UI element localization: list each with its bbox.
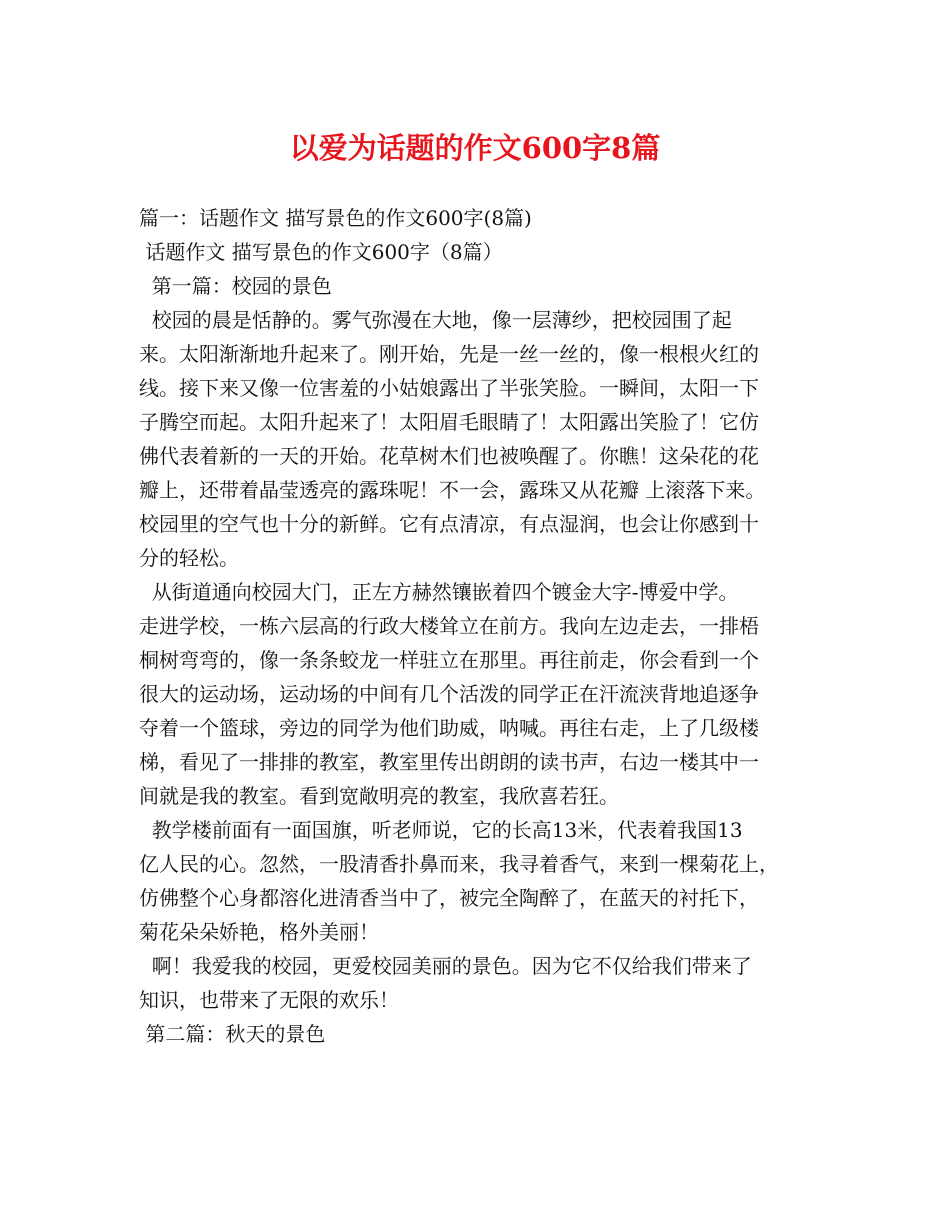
text-line: 很大的运动场，运动场的中间有几个活泼的同学正在汗流浃背地追逐争 (139, 682, 759, 706)
text-line: 亿人民的心。忽然，一股清香扑鼻而来，我寻着香气，来到一棵菊花上， (139, 852, 779, 876)
text-line: 话题作文 描写景色的作文600字（8篇） (139, 240, 503, 264)
text-line: 间就是我的教室。看到宽敞明亮的教室，我欣喜若狂。 (139, 784, 619, 808)
text-line: 菊花朵朵娇艳，格外美丽！ (139, 920, 379, 944)
text-line: 线。接下来又像一位害羞的小姑娘露出了半张笑脸。一瞬间，太阳一下 (139, 376, 759, 400)
text-line: 知识，也带来了无限的欢乐！ (139, 988, 399, 1012)
text-line: 瓣上，还带着晶莹透亮的露珠呢！不一会，露珠又从花瓣 上滚落下来。 (139, 478, 766, 502)
text-line: 佛代表着新的一天的开始。花草树木们也被唤醒了。你瞧！这朵花的花 (139, 444, 759, 468)
text-line: 校园的晨是恬静的。雾气弥漫在大地，像一层薄纱，把校园围了起 (139, 308, 732, 332)
text-line: 子腾空而起。太阳升起来了！太阳眉毛眼睛了！太阳露出笑脸了！它仿 (139, 410, 759, 434)
text-line: 仿佛整个心身都溶化进清香当中了，被完全陶醉了，在蓝天的衬托下， (139, 886, 759, 910)
text-line: 夺着一个篮球，旁边的同学为他们助威，呐喊。再往右走，上了几级楼 (139, 716, 759, 740)
document-title: 以爱为话题的作文600字8篇 (289, 131, 661, 165)
text-line: 教学楼前面有一面国旗，听老师说，它的长高13米，代表着我国13 (139, 818, 743, 842)
text-line: 啊！我爱我的校园，更爱校园美丽的景色。因为它不仅给我们带来了 (139, 954, 752, 978)
text-line: 桐树弯弯的，像一条条蛟龙一样驻立在那里。再往前走，你会看到一个 (139, 648, 759, 672)
text-line: 来。太阳渐渐地升起来了。刚开始，先是一丝一丝的，像一根根火红的 (139, 342, 759, 366)
text-line: 篇一：话题作文 描写景色的作文600字(8篇) (139, 206, 532, 230)
text-line: 梯，看见了一排排的教室，教室里传出朗朗的读书声，右边一楼其中一 (139, 750, 759, 774)
section-heading: 第二篇：秋天的景色 (139, 1022, 326, 1046)
section-heading: 第一篇：校园的景色 (139, 274, 332, 298)
text-line: 走进学校，一栋六层高的行政大楼耸立在前方。我向左边走去，一排梧 (139, 614, 759, 638)
text-line: 校园里的空气也十分的新鲜。它有点清凉，有点湿润，也会让你感到十 (139, 512, 759, 536)
document-body (139, 201, 827, 1051)
text-line: 从街道通向校园大门，正左方赫然镶嵌着四个镀金大字-博爱中学。 (139, 580, 739, 604)
text-line: 分的轻松。 (139, 546, 239, 570)
